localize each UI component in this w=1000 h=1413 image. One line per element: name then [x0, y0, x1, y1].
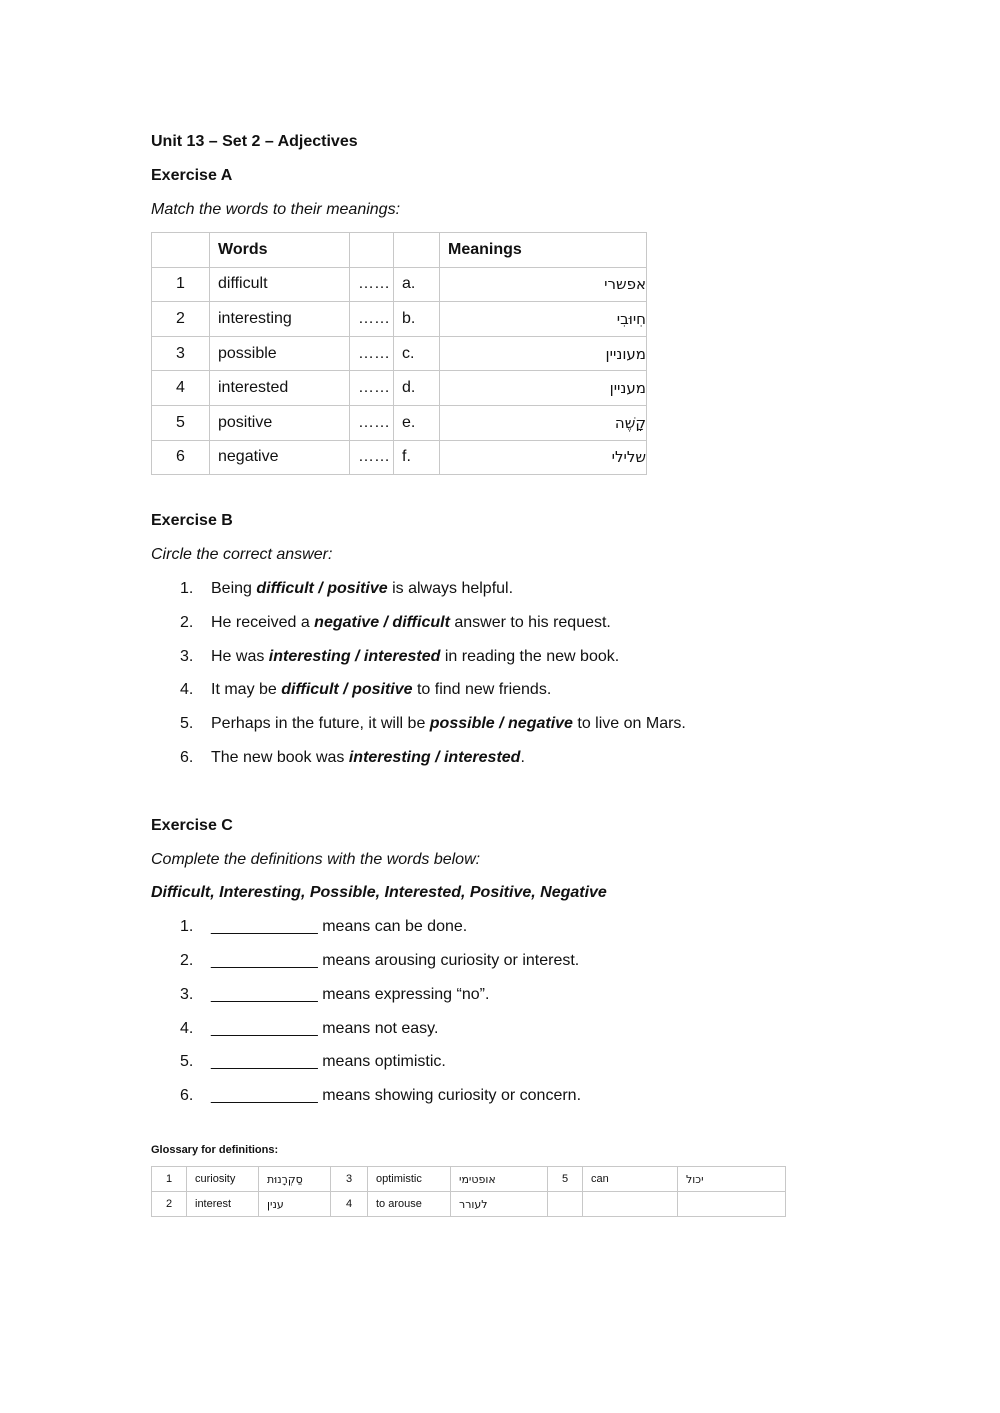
list-item — [180, 748, 525, 768]
exercise-b-instruction: Circle the correct answer: — [151, 546, 333, 563]
row-number: 6 — [152, 440, 210, 475]
item-number: 6. — [180, 749, 194, 766]
word-cell: difficult — [210, 267, 350, 302]
glossary-term: interest — [187, 1192, 259, 1217]
glossary-term: to arouse — [368, 1192, 451, 1217]
answer-choice[interactable]: difficult / positive — [281, 681, 413, 698]
meaning-cell: מעניין — [440, 371, 647, 406]
table-row — [152, 405, 647, 440]
list-item — [180, 985, 489, 1005]
answer-blank[interactable]: …… — [350, 336, 394, 371]
row-number: 2 — [152, 302, 210, 337]
list-item — [180, 579, 513, 599]
meaning-letter: b. — [394, 302, 440, 337]
meaning-cell: מעוניין — [440, 336, 647, 371]
answer-blank[interactable]: …… — [350, 267, 394, 302]
word-cell: positive — [210, 405, 350, 440]
glossary-translation: לעורר — [451, 1192, 548, 1217]
list-item — [180, 1052, 446, 1072]
list-item — [180, 714, 686, 734]
sentence-start: It may be — [211, 681, 282, 698]
item-number: 6. — [180, 1087, 194, 1104]
item-number: 4. — [180, 681, 194, 698]
exercise-b-heading: Exercise B — [151, 512, 233, 529]
list-item — [180, 613, 611, 633]
answer-blank[interactable]: …… — [350, 371, 394, 406]
matching-table — [151, 232, 647, 475]
item-number: 4. — [180, 1020, 194, 1037]
answer-choice[interactable]: difficult / positive — [256, 580, 388, 597]
glossary-number: 1 — [152, 1167, 187, 1192]
glossary-translation: יכול — [678, 1167, 786, 1192]
glossary-translation — [678, 1192, 786, 1217]
meaning-letter: f. — [394, 440, 440, 475]
item-number: 3. — [180, 986, 194, 1003]
definition-text: means can be done. — [317, 918, 468, 935]
word-cell: negative — [210, 440, 350, 475]
sentence-end: answer to his request. — [449, 614, 611, 631]
fill-blank[interactable]: ____________ — [211, 1087, 318, 1104]
definition-text: means optimistic. — [317, 1053, 446, 1070]
answer-blank[interactable]: …… — [350, 302, 394, 337]
sentence-start: Being — [211, 580, 257, 597]
meanings-header: Meanings — [440, 233, 647, 268]
meaning-letter: a. — [394, 267, 440, 302]
sentence-start: Perhaps in the future, it will be — [211, 715, 430, 732]
fill-blank[interactable]: ____________ — [211, 986, 318, 1003]
meaning-cell: שלילי — [440, 440, 647, 475]
glossary-title: Glossary for definitions: — [151, 1144, 279, 1156]
list-item — [180, 1019, 438, 1039]
fill-blank[interactable]: ____________ — [211, 952, 318, 969]
fill-blank[interactable]: ____________ — [211, 918, 318, 935]
definition-text: means arousing curiosity or interest. — [317, 952, 580, 969]
answer-choice[interactable]: negative / difficult — [314, 614, 450, 631]
page-title: Unit 13 – Set 2 – Adjectives — [151, 133, 358, 150]
definition-text: means expressing “no”. — [317, 986, 490, 1003]
glossary-number — [548, 1192, 583, 1217]
glossary-term: curiosity — [187, 1167, 259, 1192]
answer-choice[interactable]: interesting / interested — [348, 749, 521, 766]
meaning-cell: חִיוּבִי — [440, 302, 647, 337]
meaning-letter: c. — [394, 336, 440, 371]
answer-choice[interactable]: possible / negative — [429, 715, 573, 732]
list-item — [180, 917, 467, 937]
glossary-translation: אופטימי — [451, 1167, 548, 1192]
sentence-end: to live on Mars. — [572, 715, 686, 732]
meaning-letter: e. — [394, 405, 440, 440]
row-number: 4 — [152, 371, 210, 406]
table-row — [152, 336, 647, 371]
list-item — [180, 680, 551, 700]
table-row — [152, 1167, 786, 1192]
table-row — [152, 440, 647, 475]
word-cell: interesting — [210, 302, 350, 337]
item-number: 1. — [180, 580, 194, 597]
table-row — [152, 1192, 786, 1217]
sentence-end: is always helpful. — [387, 580, 514, 597]
glossary-translation: ענין — [259, 1192, 331, 1217]
meaning-cell: קָשֶׁה — [440, 405, 647, 440]
item-number: 1. — [180, 918, 194, 935]
table-row — [152, 371, 647, 406]
fill-blank[interactable]: ____________ — [211, 1020, 318, 1037]
item-number: 3. — [180, 648, 194, 665]
word-cell: interested — [210, 371, 350, 406]
table-header-row — [152, 233, 647, 268]
answer-blank[interactable]: …… — [350, 440, 394, 475]
item-number: 2. — [180, 952, 194, 969]
sentence-end: in reading the new book. — [440, 648, 620, 665]
words-header: Words — [210, 233, 350, 268]
exercise-c-heading: Exercise C — [151, 817, 233, 834]
table-row — [152, 267, 647, 302]
row-number: 5 — [152, 405, 210, 440]
glossary-translation: סַקְרָנוּת — [259, 1167, 331, 1192]
glossary-term: can — [583, 1167, 678, 1192]
exercise-a-instruction: Match the words to their meanings: — [151, 201, 401, 218]
item-number: 2. — [180, 614, 194, 631]
item-number: 5. — [180, 1053, 194, 1070]
glossary-number: 2 — [152, 1192, 187, 1217]
exercise-c-instruction: Complete the definitions with the words below: — [151, 851, 481, 868]
row-number: 3 — [152, 336, 210, 371]
meaning-letter: d. — [394, 371, 440, 406]
glossary-number: 5 — [548, 1167, 583, 1192]
fill-blank[interactable]: ____________ — [211, 1053, 318, 1070]
answer-choice[interactable]: interesting / interested — [268, 648, 441, 665]
glossary-table — [151, 1166, 786, 1217]
definition-text: means showing curiosity or concern. — [317, 1087, 582, 1104]
definition-text: means not easy. — [317, 1020, 439, 1037]
row-number: 1 — [152, 267, 210, 302]
table-row — [152, 302, 647, 337]
answer-blank[interactable]: …… — [350, 405, 394, 440]
sentence-start: He was — [211, 648, 269, 665]
sentence-start: He received a — [211, 614, 315, 631]
glossary-number: 4 — [331, 1192, 368, 1217]
list-item — [180, 1086, 581, 1106]
item-number: 5. — [180, 715, 194, 732]
sentence-end: to find new friends. — [412, 681, 552, 698]
meaning-cell: אפשרי — [440, 267, 647, 302]
word-cell: possible — [210, 336, 350, 371]
exercise-a-heading: Exercise A — [151, 167, 233, 184]
list-item — [180, 647, 619, 667]
sentence-end: . — [520, 749, 525, 766]
sentence-start: The new book was — [211, 749, 349, 766]
list-item — [180, 951, 579, 971]
glossary-number: 3 — [331, 1167, 368, 1192]
glossary-term: optimistic — [368, 1167, 451, 1192]
glossary-term — [583, 1192, 678, 1217]
word-bank: Difficult, Interesting, Possible, Interested, Positive, Negative — [151, 884, 607, 901]
